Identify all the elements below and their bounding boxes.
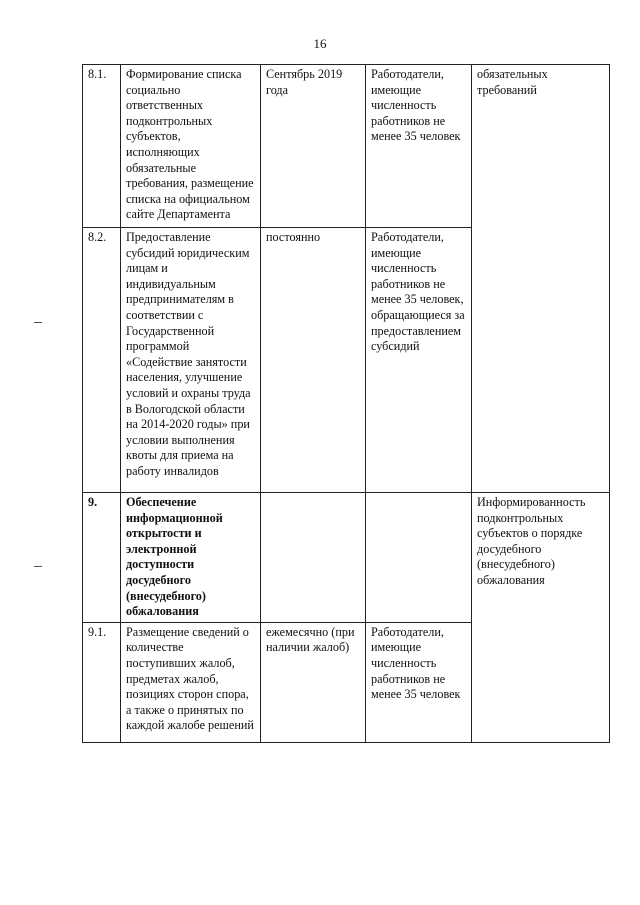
page-number: 16 [313,36,327,51]
period-cell: постоянно [261,228,366,493]
row-number: 9.1. [83,622,121,742]
row-number: 8.1. [83,65,121,228]
target-group-cell: Работодатели, имеющие численность работников не менее 35 человек, обращающиеся за предоставлением субсидий [366,228,472,493]
activity-cell: Обеспечение информационной открытости и электронной доступности досудебного (внесудебного) обжалования [121,493,261,623]
activity-cell: Размещение сведений о количестве поступивших жалоб, предметах жалоб, позициях сторон спора, а также о принятых по каждой жалобе решений [121,622,261,742]
activity-cell: Формирование списка социально ответственных подконтрольных субъектов, исполняющих обязательные требования, размещение списка на официальном сайте Департамента [121,65,261,228]
period-cell: ежемесячно (при наличии жалоб) [261,622,366,742]
row-number: 9. [83,493,121,623]
result-cell: обязательных требований [472,65,610,493]
measures-table [82,64,610,743]
margin-mark [34,566,42,567]
activity-cell: Предоставление субсидий юридическим лицам и индивидуальным предпринимателям в соответствии с Государственной программой «Содействие занятости населения, улучшение условий и охраны труда в Вологодской области на 2014-2020 годы» при условии выполнения квоты для приема на работу инвалидов [121,228,261,493]
target-group-cell [366,493,472,623]
row-number: 8.2. [83,228,121,493]
result-cell: Информированность подконтрольных субъектов о порядке досудебного (внесудебного) обжалования [472,493,610,743]
table-row [83,65,610,228]
target-group-cell: Работодатели, имеющие численность работников не менее 35 человек [366,622,472,742]
period-cell: Сентябрь 2019 года [261,65,366,228]
table-row [83,493,610,623]
target-group-cell: Работодатели, имеющие численность работников не менее 35 человек [366,65,472,228]
margin-mark [34,322,42,323]
period-cell [261,493,366,623]
